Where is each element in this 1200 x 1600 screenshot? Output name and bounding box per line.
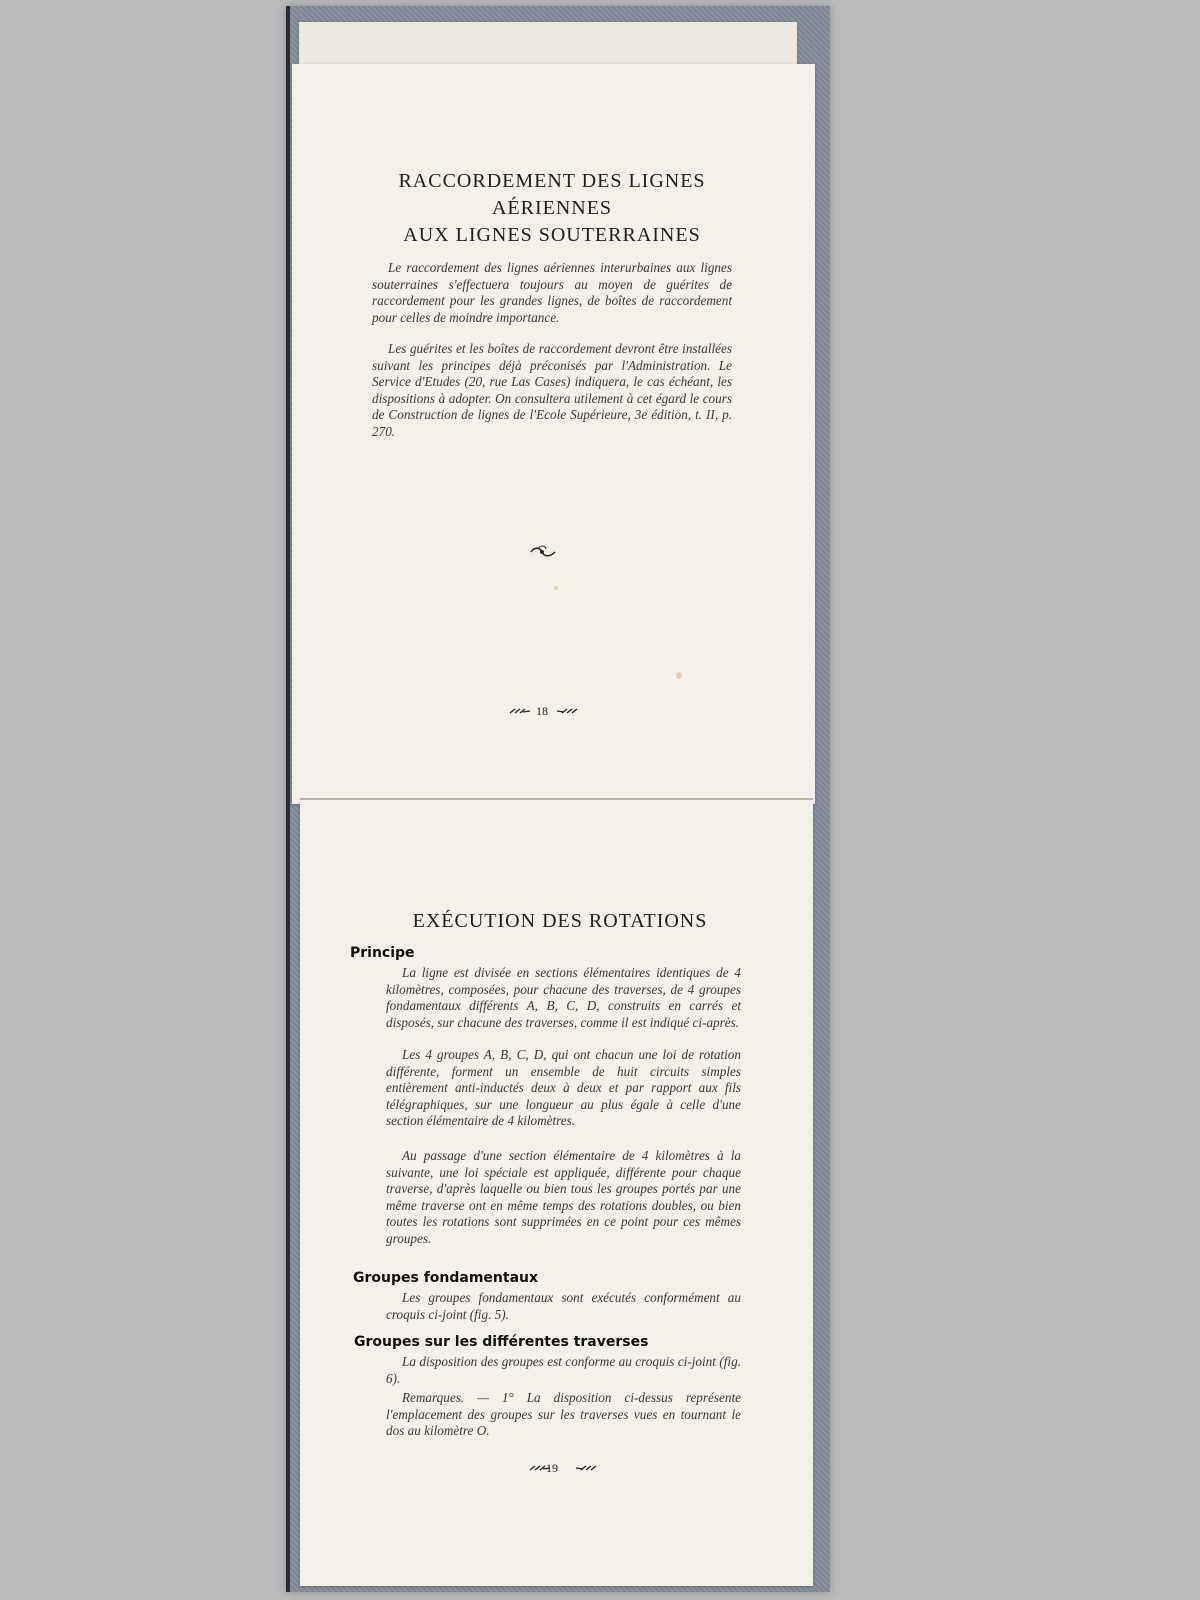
page-19 bbox=[300, 800, 813, 1586]
paragraph: Au passage d'une section élémentaire de 4 kilomètres à la suivante, une loi spéciale est appliquée, différente pour chaque traverse, d'après laquelle ou bien tous les groupes portés par une même traverse ont en même temps des rotations doubles, ou bien toutes les rotations sont supprimées en ce point pour ces mêmes groupes. bbox=[386, 1148, 741, 1246]
page-number-ornament-right bbox=[575, 1464, 597, 1472]
section-heading: Groupes fondamentaux bbox=[353, 1270, 539, 1286]
paragraph: Les 4 groupes A, B, C, D, qui ont chacun une loi de rotation différente, forment un ensemble de huit circuits simples entièrement anti-inductés deux à deux et par rapport aux fils télégraphiques, sur une longueur au plus égale à celle d'une section élémentaire de 4 kilomètres. bbox=[386, 1047, 741, 1128]
section-heading: Groupes sur les différentes traverses bbox=[354, 1334, 649, 1350]
paragraph: La ligne est divisée en sections élémentaires identiques de 4 kilomètres, composées, pour chacune des traverses, de 4 groupes fondamentaux différents A, B, C, D, construits en carrés et disposés, sur chacune des traverses, comme il est indiqué ci-après. bbox=[386, 965, 741, 1030]
section-heading: Principe bbox=[350, 945, 415, 961]
page-number: 18 bbox=[536, 704, 548, 718]
page-number-ornament-right bbox=[556, 707, 578, 715]
fleuron-ornament bbox=[528, 544, 558, 560]
page-18 bbox=[292, 64, 815, 804]
title-line: RACCORDEMENT DES LIGNES bbox=[398, 170, 706, 192]
title-line: AÉRIENNES bbox=[491, 197, 613, 219]
paragraph: Les guérites et les boîtes de raccordement devront être installées suivant les principes déjà préconisés par l'Administration. Le Service d'Etudes (20, rue Las Cases) indiquera, le cas échéant, les dispositions à adopter. On consultera utilement à cet égard le cours de Construction de lignes de l'Ecole Supérieure, 3e édition, t. II, p. 270. bbox=[372, 341, 732, 439]
page-title: EXÉCUTION DES ROTATIONS bbox=[412, 910, 708, 932]
foxing-spot bbox=[554, 586, 558, 590]
paragraph: La disposition des groupes est conforme au croquis ci-joint (fig. 6). bbox=[386, 1354, 741, 1386]
foxing-spot bbox=[676, 672, 682, 679]
paragraph: Remarques. — 1° La disposition ci-dessus représente l'emplacement des groupes sur les traverses vues en tournant le dos au kilomètre O. bbox=[386, 1390, 741, 1438]
paragraph: Le raccordement des lignes aériennes interurbaines aux lignes souterraines s'effectuera toujours au moyen de guérites de raccordement pour les grandes lignes, de boîtes de raccordement pour celles de moindre importance. bbox=[372, 260, 732, 325]
title-line: AUX LIGNES SOUTERRAINES bbox=[403, 224, 701, 246]
paragraph: Les groupes fondamentaux sont exécutés conformément au croquis ci-joint (fig. 5). bbox=[386, 1290, 741, 1322]
page-title bbox=[352, 168, 752, 249]
page-number: 19 bbox=[546, 1461, 558, 1475]
